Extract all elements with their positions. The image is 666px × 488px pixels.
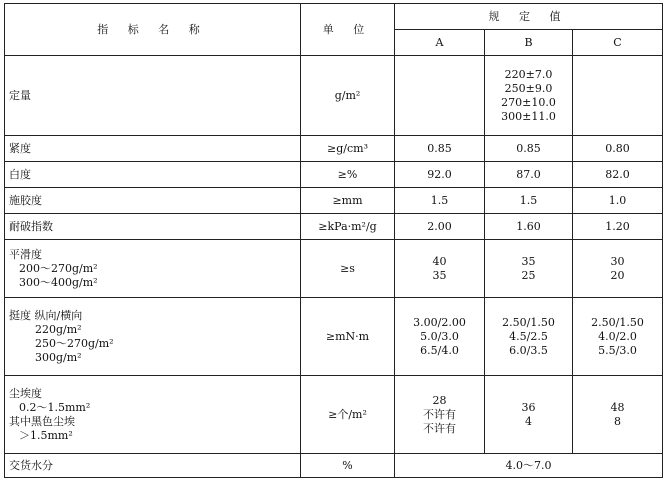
row-name: 施胶度 [5, 188, 301, 214]
header-name: 指 标 名 称 [5, 4, 301, 56]
row-name: 耐破指数 [5, 214, 301, 240]
cell-a: 0.85 [395, 136, 485, 162]
row-name: 平滑度 [9, 247, 42, 261]
cell-b: 1.5 [485, 188, 573, 214]
header-grade-c: C [573, 30, 663, 56]
cell-b: 0.85 [485, 136, 573, 162]
cell-c: 1.0 [573, 188, 663, 214]
row-subname: 220g/m² [35, 322, 82, 336]
row-density [5, 136, 663, 162]
cell-a: 3.00/2.00 5.0/3.0 6.5/4.0 [395, 298, 485, 376]
row-burst [5, 214, 663, 240]
row-name-cell [5, 298, 301, 376]
spec-table [4, 3, 663, 478]
row-sizing [5, 188, 663, 214]
row-name-cell [5, 376, 301, 454]
row-subname: 300～400g/m² [19, 275, 98, 289]
cell-c: 2.50/1.50 4.0/2.0 5.5/3.0 [573, 298, 663, 376]
row-subname: 0.2～1.5mm² [19, 400, 91, 414]
cell-b: 2.50/1.50 4.5/2.5 6.0/3.5 [485, 298, 573, 376]
row-subname: 300g/m² [35, 350, 82, 364]
cell-b: 220±7.0 250±9.0 270±10.0 300±11.0 [485, 56, 573, 136]
spec-table-container [4, 3, 663, 478]
row-unit: g/m² [301, 56, 395, 136]
row-unit: ≥mm [301, 188, 395, 214]
row-name-2: 其中黑色尘埃 [9, 414, 75, 428]
row-stiffness [5, 298, 663, 376]
cell-c: 48 8 [573, 376, 663, 454]
cell-a: 92.0 [395, 162, 485, 188]
row-unit: ≥% [301, 162, 395, 188]
cell-b: 35 25 [485, 240, 573, 298]
cell-a: 40 35 [395, 240, 485, 298]
cell-a: 1.5 [395, 188, 485, 214]
row-moisture [5, 454, 663, 478]
cell-c: 0.80 [573, 136, 663, 162]
cell-a [395, 56, 485, 136]
cell-a: 28 不许有 不许有 [395, 376, 485, 454]
cell-c: 1.20 [573, 214, 663, 240]
header-row-1 [5, 4, 663, 30]
row-whiteness [5, 162, 663, 188]
row-unit: ≥g/cm³ [301, 136, 395, 162]
row-name: 尘埃度 [9, 386, 42, 400]
header-grade-a: A [395, 30, 485, 56]
row-subname: 200～270g/m² [19, 261, 98, 275]
row-name-cell [5, 240, 301, 298]
row-quantitative [5, 56, 663, 136]
row-unit: ≥mN·m [301, 298, 395, 376]
cell-c: 82.0 [573, 162, 663, 188]
row-subname: ＞1.5mm² [19, 428, 73, 442]
header-spec: 规 定 值 [395, 4, 663, 30]
row-smoothness [5, 240, 663, 298]
cell-b: 87.0 [485, 162, 573, 188]
row-name: 紧度 [5, 136, 301, 162]
cell-a: 2.00 [395, 214, 485, 240]
row-unit: ≥kPa·m²/g [301, 214, 395, 240]
cell-b: 1.60 [485, 214, 573, 240]
row-name: 交货水分 [5, 454, 301, 478]
row-unit: % [301, 454, 395, 478]
row-subname: 250～270g/m² [35, 336, 114, 350]
row-unit: ≥s [301, 240, 395, 298]
cell-b: 36 4 [485, 376, 573, 454]
cell-c [573, 56, 663, 136]
cell-value: 4.0～7.0 [395, 454, 663, 478]
header-grade-b: B [485, 30, 573, 56]
row-unit: ≥个/m² [301, 376, 395, 454]
row-name: 挺度 纵向/横向 [9, 308, 83, 322]
cell-c: 30 20 [573, 240, 663, 298]
row-name: 白度 [5, 162, 301, 188]
row-dirt [5, 376, 663, 454]
header-unit: 单 位 [301, 4, 395, 56]
row-name: 定量 [5, 56, 301, 136]
